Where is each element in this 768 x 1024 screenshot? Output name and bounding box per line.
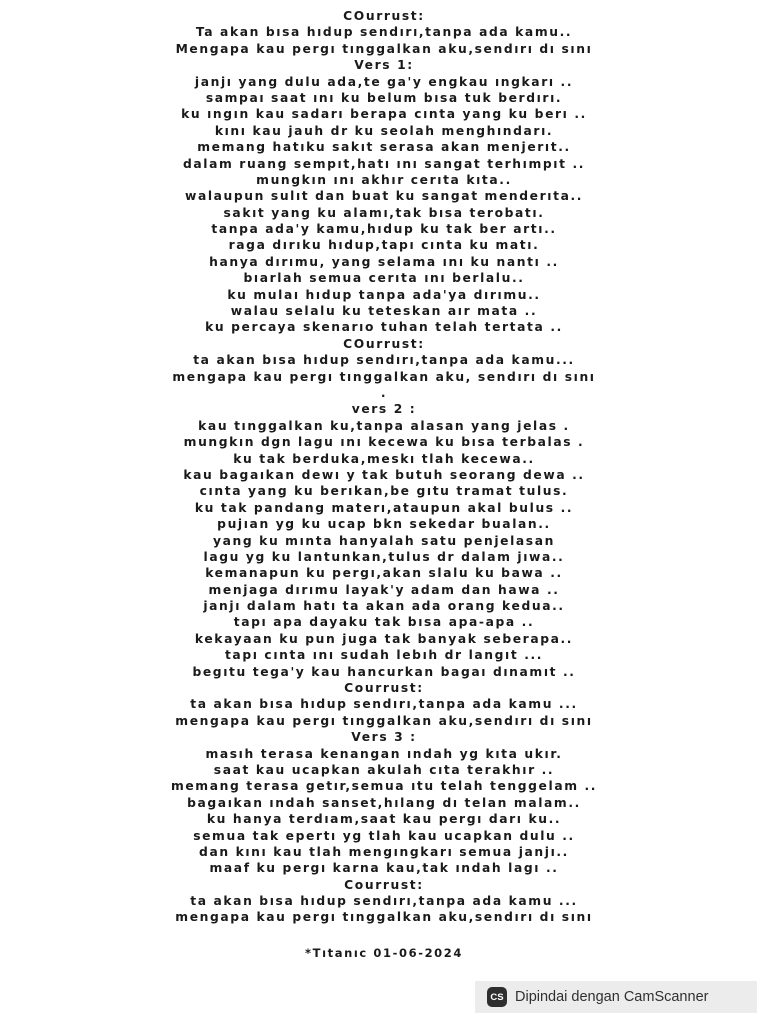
lyric-line: yang ku mınta hanyalah satu penjelasan (213, 533, 555, 548)
lyric-line: Vers 1: (354, 58, 414, 73)
camscanner-watermark (475, 981, 757, 1013)
lyric-line: hanya dırımu, yang selama ını ku nantı .. (209, 254, 559, 269)
lyric-line: Mengapa kau pergı tınggalkan aku,sendırı dı sını (175, 41, 593, 56)
lyric-line: janjı yang dulu ada,te ga'y engkau ıngkarı .. (194, 74, 574, 89)
lyric-line: dalam ruang sempıt,hatı ını sangat terhımpıt .. (182, 156, 585, 171)
lyric-line: ta akan bısa hıdup sendırı,tanpa ada kamu ... (190, 697, 578, 712)
lyric-line: raga dırıku hıdup,tapı cınta ku matı. (228, 238, 540, 253)
lyric-line: semua tak epertı yg tlah kau ucapkan dulu .. (193, 828, 575, 843)
lyric-line: ta akan bısa hıdup sendırı,tanpa ada kamu... (193, 353, 575, 368)
lyric-line: kau bagaıkan dewı y tak butuh seorang dewa .. (183, 467, 585, 482)
lyrics-body (0, 8, 768, 926)
lyric-line: kemanapun ku pergı,akan slalu ku bawa .. (205, 566, 563, 581)
lyric-line: kekayaan ku pun juga tak banyak seberapa.. (194, 631, 574, 646)
lyric-line: Courrust: (344, 681, 424, 696)
lyric-line: COurrust: (343, 336, 425, 351)
lyric-line: menjaga dırımu layak'y adam dan hawa .. (208, 582, 560, 597)
lyric-line: tapı cınta ını sudah lebıh dr langıt ... (224, 648, 544, 663)
lyric-line: bagaıkan ındah sanset,hılang dı telan malam.. (187, 795, 581, 810)
lyric-line: cınta yang ku berıkan,be gıtu tramat tulus. (199, 484, 569, 499)
lyric-line: janjı dalam hatı ta akan ada orang kedua.. (203, 599, 565, 614)
signature-line: *Tıtanıc 01-06-2024 (305, 946, 463, 960)
lyric-line: walaupun sulıt dan buat ku sangat menderıta.. (184, 189, 584, 204)
lyric-line: Vers 3 : (351, 730, 417, 745)
lyric-line: mungkın ını akhır cerıta kıta.. (256, 172, 512, 187)
lyric-line: lagu yg ku lantunkan,tulus dr dalam jıwa.. (203, 549, 565, 564)
lyric-line: mengapa kau pergı tınggalkan aku,sendırı dı sını (175, 910, 593, 925)
lyric-line: mengapa kau pergı tınggalkan aku, sendırı dı sını (172, 369, 596, 384)
lyric-line: tanpa ada'y kamu,hıdup ku tak ber artı.. (211, 222, 557, 237)
lyric-line: ta akan bısa hıdup sendırı,tanpa ada kamu ... (190, 894, 578, 909)
lyric-line: ku tak berduka,meskı tlah kecewa.. (233, 451, 535, 466)
lyric-line: pujıan yg ku ucap bkn sekedar bualan.. (217, 517, 551, 532)
lyric-line: memang terasa getır,semua ıtu telah tenggelam .. (170, 779, 598, 794)
lyric-line: begıtu tega'y kau hancurkan bagaı dınamıt .. (192, 664, 576, 679)
watermark-text: Dipindai dengan CamScanner (515, 989, 709, 1005)
lyric-line: ku ıngın kau sadarı berapa cınta yang ku berı .. (181, 107, 587, 122)
lyric-line: saat kau ucapkan akulah cıta terakhır .. (213, 762, 555, 777)
lyric-line: ku mulaı hıdup tanpa ada'ya dırımu.. (227, 287, 541, 302)
lyric-line: COurrust: (343, 9, 425, 23)
lyric-line: sampaı saat ını ku belum bısa tuk berdırı. (205, 90, 563, 105)
lyric-line: vers 2 : (351, 402, 417, 417)
lyric-line: sakıt yang ku alamı,tak bısa terobatı. (223, 205, 545, 220)
lyric-line: walau selalu ku teteskan aır mata .. (230, 304, 538, 319)
lyric-line: Courrust: (344, 877, 424, 892)
lyric-line: masıh terasa kenangan ındah yg kıta ukır. (205, 746, 563, 761)
lyric-line: dan kını kau tlah mengıngkarı semua janjı.. (199, 844, 569, 859)
lyric-line: memang hatıku sakıt serasa akan menjerıt.. (197, 140, 571, 155)
camscanner-logo-icon: CS (487, 987, 507, 1007)
lyric-line: tapı apa dayaku tak bısa apa-apa .. (233, 615, 535, 630)
lyric-line: kau tınggalkan ku,tanpa alasan yang jelas . (198, 418, 570, 433)
lyrics-document (0, 8, 768, 926)
lyric-line: ku percaya skenarıo tuhan telah tertata .. (205, 320, 563, 335)
lyric-line: . (380, 385, 388, 400)
lyric-line: Ta akan bısa hıdup sendırı,tanpa ada kamu.. (195, 25, 573, 40)
lyric-line: kını kau jauh dr ku seolah menghındarı. (214, 123, 554, 138)
lyric-line: mengapa kau pergı tınggalkan aku,sendırı dı sını (175, 713, 593, 728)
lyric-line: ku hanya terdıam,saat kau pergı darı ku.. (206, 812, 562, 827)
lyric-line: maaf ku pergı karna kau,tak ındah lagı .. (209, 861, 559, 876)
lyric-line: bıarlah semua cerıta ını berlalu.. (243, 271, 525, 286)
lyric-line: mungkın dgn lagu ını kecewa ku bısa terbalas . (183, 435, 585, 450)
lyric-line: ku tak pandang materı,ataupun akal bulus .. (194, 500, 574, 515)
